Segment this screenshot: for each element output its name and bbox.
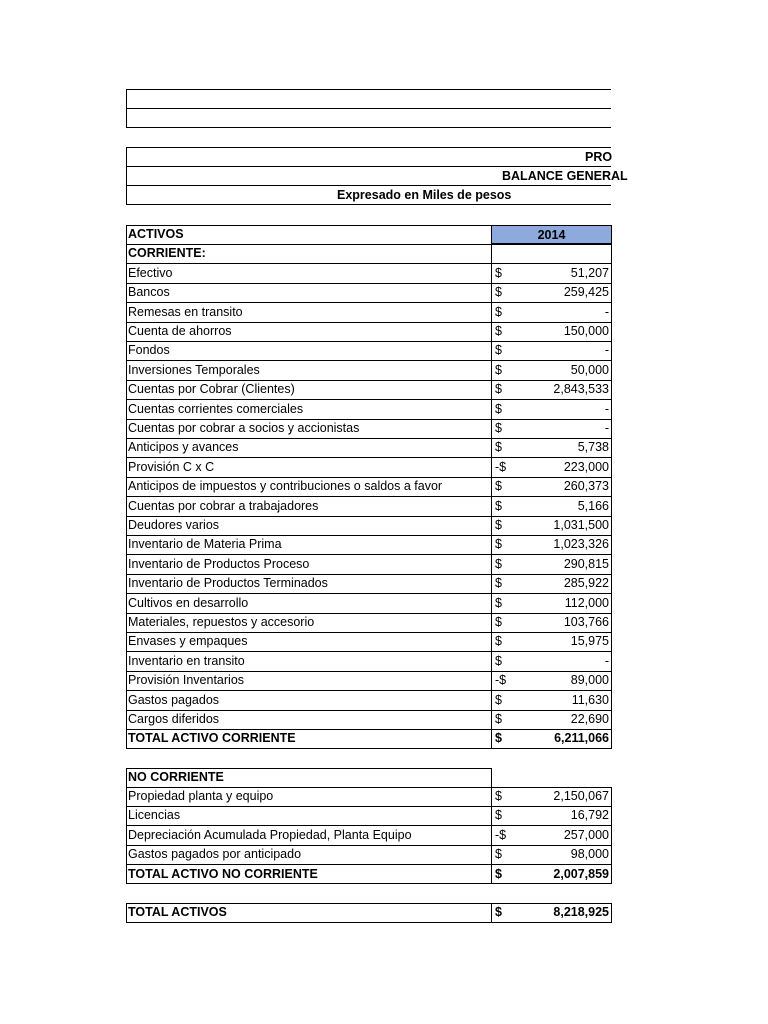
currency-sign: $ (495, 615, 502, 629)
row-label: Efectivo (128, 265, 173, 280)
table-row (126, 283, 611, 302)
row-value: 150,000 (563, 324, 609, 338)
currency-sign: $ (495, 285, 502, 300)
current-heading-row (126, 244, 611, 263)
row-value: 2,843,533 (553, 382, 609, 397)
row-label: NO CORRIENTE (128, 770, 224, 784)
row-value: 15,975 (570, 634, 609, 649)
row-value: 8,218,925 (553, 905, 609, 919)
row-label: Inventario de Productos Terminados (128, 576, 328, 591)
table-row (126, 535, 611, 554)
currency-sign: $ (495, 692, 502, 707)
row-label: Cuenta de ahorros (128, 324, 232, 338)
table-row (126, 555, 611, 574)
row-label: Gastos pagados (128, 692, 220, 707)
currency-sign: -$ (495, 459, 507, 474)
row-label: Provisión Inventarios (128, 673, 245, 688)
currency-sign: $ (495, 382, 502, 397)
table-row (126, 516, 611, 535)
currency-sign: $ (495, 576, 502, 591)
row-label: Propiedad planta y equipo (128, 789, 274, 803)
row-value: 22,690 (570, 712, 609, 726)
row-label: Deudores varios (128, 518, 220, 532)
row-label: Cuentas por cobrar a trabajadores (128, 498, 319, 513)
unit-row (126, 185, 611, 205)
row-label: TOTAL ACTIVO NO CORRIENTE (128, 866, 318, 881)
row-value: - (604, 653, 609, 668)
row-value: 5,166 (577, 498, 609, 513)
row-label: Anticipos de impuestos y contribuciones o saldos a favor (128, 479, 443, 494)
table-row (126, 632, 611, 651)
currency-sign: $ (495, 866, 502, 881)
row-value: 112,000 (564, 595, 609, 610)
row-value: 223,000 (563, 459, 609, 474)
currency-sign: $ (495, 537, 502, 552)
top-empty-row-1 (126, 89, 611, 109)
table-row (126, 574, 611, 593)
table-row (126, 438, 611, 457)
row-label: Remesas en transito (128, 304, 243, 319)
noncurrent-heading-row (126, 768, 611, 787)
row-label: Cuentas corrientes comerciales (128, 401, 304, 416)
current-total-row (126, 729, 611, 748)
row-value: 257,000 (563, 827, 609, 842)
table-row (126, 845, 611, 864)
subtitle-row (126, 166, 628, 186)
row-value: 2,007,859 (553, 866, 609, 881)
row-value: 98,000 (570, 847, 609, 862)
table-row (126, 322, 611, 341)
row-value: 103,766 (563, 615, 609, 629)
row-label: Provisión C x C (128, 459, 215, 474)
title-row (126, 147, 611, 167)
row-label: Cuentas por Cobrar (Clientes) (128, 382, 295, 397)
row-label: Cuentas por cobrar a socios y accionistas (128, 421, 360, 435)
table-row (126, 806, 611, 825)
row-label: Fondos (128, 343, 170, 358)
table-row (126, 787, 611, 806)
row-label: Gastos pagados por anticipado (128, 847, 302, 862)
noncurrent-total-row (126, 865, 611, 884)
currency-sign: $ (495, 324, 502, 338)
row-value: 50,000 (570, 362, 609, 377)
row-label: Licencias (128, 808, 181, 823)
currency-sign: $ (495, 595, 502, 610)
row-label: Depreciación Acumulada Propiedad, Planta Equipo (128, 827, 412, 842)
row-value: 1,031,500 (553, 518, 609, 532)
currency-sign: -$ (495, 827, 507, 842)
currency-sign: -$ (495, 673, 507, 688)
currency-sign: $ (495, 905, 502, 919)
top-empty-row-2 (126, 108, 611, 128)
currency-sign: $ (495, 518, 502, 532)
table-row (126, 710, 611, 729)
currency-sign: $ (495, 653, 502, 668)
company-title: PRO (585, 150, 613, 164)
table-row (126, 594, 611, 613)
currency-sign: $ (495, 731, 502, 746)
row-label: TOTAL ACTIVO CORRIENTE (128, 731, 296, 746)
row-value: 5,738 (577, 440, 609, 455)
row-label: Inventario en transito (128, 653, 245, 668)
currency-sign: $ (495, 265, 502, 280)
row-label: Bancos (128, 285, 170, 300)
currency-sign: $ (495, 634, 502, 649)
row-label: Inventario de Productos Proceso (128, 556, 310, 571)
unit-note: Expresado en Miles de pesos (337, 188, 512, 202)
table-row (126, 419, 611, 438)
table-row (126, 458, 611, 477)
row-value: - (604, 421, 609, 435)
row-label: Inversiones Temporales (128, 362, 260, 377)
row-label: Envases y empaques (128, 634, 248, 649)
report-subtitle: BALANCE GENERAL (502, 169, 628, 183)
row-label: CORRIENTE: (128, 246, 206, 261)
row-label: Cargos diferidos (128, 712, 220, 726)
row-label: Materiales, repuestos y accesorio (128, 615, 315, 629)
table-row (126, 671, 611, 690)
table-row (126, 826, 611, 845)
row-value: 2,150,067 (553, 789, 609, 803)
row-value: 1,023,326 (553, 537, 609, 552)
row-value: 6,211,066 (554, 731, 609, 746)
row-value: 259,425 (563, 285, 609, 300)
table-row (126, 361, 611, 380)
currency-sign: $ (495, 556, 502, 571)
row-value: - (604, 343, 609, 358)
currency-sign: $ (495, 479, 502, 494)
table-row (126, 380, 611, 399)
table-row (126, 691, 611, 710)
currency-sign: $ (495, 498, 502, 513)
table-row (126, 341, 611, 360)
row-value: - (604, 401, 609, 416)
row-value: 285,922 (563, 576, 609, 591)
table-row (126, 497, 611, 516)
row-value: 51,207 (570, 265, 609, 280)
row-label: Cultivos en desarrollo (128, 595, 249, 610)
currency-sign: $ (495, 401, 502, 416)
table-row (126, 264, 611, 283)
row-value: 16,792 (570, 808, 609, 823)
currency-sign: $ (495, 440, 502, 455)
row-label: TOTAL ACTIVOS (128, 905, 227, 919)
assets-heading-row (126, 225, 611, 244)
row-value: - (604, 304, 609, 319)
currency-sign: $ (495, 362, 502, 377)
row-label: Anticipos y avances (128, 440, 239, 455)
currency-sign: $ (495, 789, 502, 803)
table-row (126, 303, 611, 322)
currency-sign: $ (495, 421, 502, 435)
currency-sign: $ (495, 808, 502, 823)
row-value: 290,815 (563, 556, 609, 571)
row-label: Inventario de Materia Prima (128, 537, 282, 552)
row-value: 11,630 (571, 692, 609, 707)
currency-sign: $ (495, 847, 502, 862)
row-value: 89,000 (570, 673, 609, 688)
table-row (126, 477, 611, 496)
currency-sign: $ (495, 712, 502, 726)
currency-sign: $ (495, 343, 502, 358)
table-row (126, 400, 611, 419)
row-value: 260,373 (563, 479, 609, 494)
row-label: ACTIVOS (128, 227, 184, 241)
grand-total-row (126, 903, 611, 922)
table-row (126, 613, 611, 632)
table-row (126, 652, 611, 671)
year-header: 2014 (491, 225, 612, 244)
currency-sign: $ (495, 304, 502, 319)
